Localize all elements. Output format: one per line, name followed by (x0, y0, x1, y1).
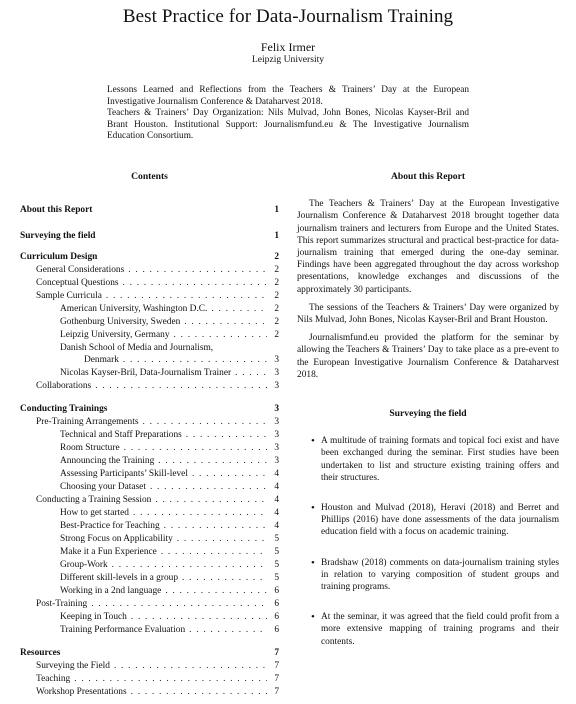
toc-entry[interactable] (60, 560, 279, 570)
toc-page-number: 2 (274, 291, 279, 301)
toc-entry[interactable] (60, 456, 279, 466)
toc-entry[interactable] (60, 521, 279, 531)
toc-entry-title: How to get started (60, 508, 129, 518)
toc-entry[interactable] (60, 343, 279, 353)
toc-leader-dots (185, 625, 267, 635)
bullet-icon: • (311, 556, 315, 569)
toc-entry-title: Post-Training (36, 599, 88, 609)
toc-leader-dots (91, 381, 267, 391)
toc-leader-dots (139, 417, 267, 427)
toc-section-entry[interactable] (20, 648, 279, 658)
toc-leader-dots (70, 674, 267, 684)
toc-entry-title: American University, Washington D.C. (60, 304, 208, 314)
toc-entry[interactable] (60, 469, 279, 479)
toc-entry-title: Leipzig University, Germany (60, 330, 170, 340)
toc-page-number: 3 (274, 404, 279, 414)
section-heading-survey: Surveying the field (389, 408, 467, 420)
toc-section-entry[interactable] (20, 252, 279, 262)
bullet-icon: • (311, 435, 315, 448)
bullet-icon: • (311, 502, 315, 515)
list-item (297, 435, 559, 484)
toc-leader-dots (161, 586, 267, 596)
toc-entry-title: Gothenburg University, Sweden (60, 317, 181, 327)
toc-leader-dots (231, 368, 267, 378)
toc-page-number: 2 (274, 278, 279, 288)
toc-entry-title: Nicolas Kayser-Bril, Data-Journalism Trainer (60, 368, 232, 378)
toc-page-number: 7 (274, 661, 279, 671)
toc-page-number: 3 (274, 417, 279, 427)
toc-entry[interactable] (60, 482, 279, 492)
toc-page-number: 3 (274, 430, 279, 440)
toc-entry-title: Choosing your Dataset (60, 482, 146, 492)
toc-leader-dots (127, 612, 267, 622)
toc-entry[interactable] (36, 599, 279, 609)
toc-page-number: 3 (274, 368, 279, 378)
toc-entry[interactable] (60, 612, 279, 622)
toc-leader-dots (110, 661, 267, 671)
toc-page-number: 5 (274, 534, 279, 544)
toc-entry-title: Group-Work (60, 560, 108, 570)
toc-entry-title: Assessing Participants’ Skill-level (60, 469, 188, 479)
toc-entry[interactable] (60, 547, 279, 557)
abstract (107, 85, 469, 143)
bullet-text: At the seminar, it was agreed that the field could profit from a more extensive mapping of training programs and their contents. (321, 612, 559, 647)
toc-page-number: 6 (274, 586, 279, 596)
toc-page-number: 4 (274, 521, 279, 531)
toc-entry[interactable] (60, 330, 279, 340)
toc-entry-title: Surveying the Field (36, 661, 110, 671)
toc-entry[interactable] (60, 573, 279, 583)
toc-page-number: 7 (274, 648, 279, 658)
toc-page-number: 5 (274, 573, 279, 583)
toc-entry-title: Collaborations (36, 381, 92, 391)
toc-leader-dots (188, 469, 267, 479)
toc-leader-dots (160, 521, 267, 531)
toc-entry-title: Working in a 2nd language (60, 586, 162, 596)
toc-entry[interactable] (36, 661, 279, 671)
toc-leader-dots (127, 687, 267, 697)
paper-title: Best Practice for Data-Journalism Training (122, 6, 454, 27)
toc-entry[interactable] (36, 291, 279, 301)
toc-entry-title: Workshop Presentations (36, 687, 127, 697)
toc-entry-title: Denmark (84, 355, 119, 365)
list-item (297, 557, 559, 594)
toc-entry[interactable] (36, 265, 279, 275)
toc-leader-dots (151, 495, 267, 505)
toc-entry[interactable] (60, 443, 279, 453)
toc-page-number: 6 (274, 599, 279, 609)
toc-entry-title: General Considerations (36, 265, 125, 275)
toc-entry[interactable] (60, 508, 279, 518)
toc-entry-title: Announcing the Training (60, 456, 155, 466)
toc-entry[interactable] (60, 430, 279, 440)
toc-page-number: 1 (274, 231, 279, 241)
toc-entry-title: Keeping in Touch (60, 612, 127, 622)
toc-page-number: 5 (274, 560, 279, 570)
toc-entry[interactable] (36, 495, 279, 505)
contents-heading: Contents (131, 171, 168, 182)
toc-section-entry[interactable] (20, 404, 279, 414)
toc-entry[interactable] (60, 586, 279, 596)
toc-entry-title: Conceptual Questions (36, 278, 119, 288)
toc-entry-title: Surveying the field (20, 231, 96, 241)
toc-entry-title: Conducting a Training Session (36, 495, 152, 505)
toc-leader-dots (207, 304, 267, 314)
toc-leader-dots (87, 599, 267, 609)
toc-page-number: 3 (274, 355, 279, 365)
toc-entry-title: About this Report (20, 205, 93, 215)
toc-entry-title: Different skill-levels in a group (60, 573, 179, 583)
list-item (297, 611, 559, 648)
survey-bullet-list (297, 435, 559, 648)
toc-leader-dots (173, 534, 267, 544)
toc-page-number: 7 (274, 674, 279, 684)
toc-entry-title: Technical and Staff Preparations (60, 430, 182, 440)
body-paragraph: Journalismfund.eu provided the platform for the seminar by allowing the Teachers & Trainers’ Day to take place as a pre-event to the European Investigative Journalism Conference & Dataharvest 2018. (297, 333, 559, 380)
toc-leader-dots (146, 482, 267, 492)
toc-entry[interactable] (60, 625, 279, 635)
toc-entry-title: Best-Practice for Teaching (60, 521, 160, 531)
toc-leader-dots (129, 508, 267, 518)
toc-leader-dots (157, 547, 267, 557)
toc-entry[interactable] (60, 304, 279, 314)
right-column (297, 171, 559, 648)
body-paragraph: The sessions of the Teachers & Trainers’ Day were organized by Nils Mulvad, John Bones, Nicolas Kayser-Bril and Brant Houston. (297, 302, 559, 326)
toc-leader-dots (178, 573, 267, 583)
toc-entry[interactable] (60, 317, 279, 327)
toc-page-number: 2 (274, 317, 279, 327)
toc-entry-title: Conducting Trainings (20, 404, 108, 414)
bullet-text: A multitude of training formats and topical foci exist and have been exchanged during the seminar. First studies have been undertaken to list and structure existing training offers and their structures. (321, 436, 559, 483)
toc-page-number: 4 (274, 495, 279, 505)
toc-entry-title: Danish School of Media and Journalism, (60, 343, 214, 353)
toc-page-number: 3 (274, 443, 279, 453)
bullet-text: Bradshaw (2018) comments on data-journalism training styles in relation to varying composition of student groups and training programs. (321, 557, 559, 593)
toc-entry-title: Curriculum Design (20, 252, 98, 262)
toc-page-number: 3 (274, 456, 279, 466)
toc-entry-title: Sample Curricula (36, 291, 102, 301)
toc-entry[interactable] (36, 381, 279, 391)
toc-entry-title: Pre-Training Arrangements (36, 417, 139, 427)
toc-entry[interactable] (60, 534, 279, 544)
toc-leader-dots (154, 456, 267, 466)
toc-entry[interactable] (36, 417, 279, 427)
toc-leader-dots (102, 291, 267, 301)
toc-page-number: 1 (274, 205, 279, 215)
section-heading-about: About this Report (390, 171, 466, 182)
toc-leader-dots (119, 278, 267, 288)
toc-page-number: 4 (274, 469, 279, 479)
list-item (297, 502, 559, 539)
bullet-icon: • (311, 611, 315, 624)
toc-page-number: 2 (274, 330, 279, 340)
toc-leader-dots (108, 560, 267, 570)
toc-page-number: 7 (274, 687, 279, 697)
toc-entry[interactable] (36, 278, 279, 288)
toc-entry-title: Strong Focus on Applicability (60, 534, 173, 544)
toc-entry-title: Make it a Fun Experience (60, 547, 157, 557)
toc-page-number: 2 (274, 265, 279, 275)
toc-leader-dots (180, 317, 267, 327)
toc-page-number: 6 (274, 612, 279, 622)
toc-leader-dots (124, 265, 267, 275)
toc-entry[interactable] (84, 355, 279, 365)
author-name: Felix Irmer (260, 40, 316, 54)
toc-page-number: 4 (274, 508, 279, 518)
toc-leader-dots (170, 330, 267, 340)
toc-leader-dots (182, 430, 267, 440)
toc-page-number: 4 (274, 482, 279, 492)
toc-page-number: 5 (274, 547, 279, 557)
body-paragraph: The Teachers & Trainers’ Day at the European Investigative Journalism Conference & Dataharvest 2018 brought together data journalism trainers and lecturers from Europe and the United States. This report summarizes structural and practical best-practice for data-journalism training that emerged during the one-day seminar. Findings have been aggregated throughout the day across workshop presentations, knowledge exchanges and discussions of the approximately 30 participants. (297, 199, 559, 295)
abstract-paragraph: Lessons Learned and Reflections from the Teachers & Trainers’ Day at the European Investigative Journalism Conference & Dataharvest 2018. (107, 85, 469, 107)
table-of-contents (20, 171, 279, 697)
toc-section-entry[interactable] (20, 205, 279, 215)
toc-page-number: 6 (274, 625, 279, 635)
toc-entry-title: Resources (20, 648, 61, 658)
toc-page-number: 3 (274, 381, 279, 391)
affiliation: Leipzig University (251, 54, 325, 65)
toc-entry-title: Teaching (36, 674, 71, 684)
abstract-paragraph: Teachers & Trainers’ Day Organization: Nils Mulvad, John Bones, Nicolas Kayser-Bril and Brant Houston. Institutional Support: Journalismfund.eu & The Investigative Journalism Education Consortium. (107, 108, 469, 142)
toc-page-number: 2 (274, 252, 279, 262)
toc-page-number: 2 (274, 304, 279, 314)
toc-section-entry[interactable] (20, 231, 279, 241)
bullet-text: Houston and Mulvad (2018), Heravi (2018) and Berret and Phillips (2016) have done assessments of the data journalism education field with a focus on academic training. (321, 503, 559, 538)
toc-entry-title: Training Performance Evaluation (60, 625, 186, 635)
toc-leader-dots (120, 443, 267, 453)
toc-entry-title: Room Structure (60, 443, 120, 453)
toc-entry[interactable] (36, 687, 279, 697)
toc-entry[interactable] (36, 674, 279, 684)
toc-entry[interactable] (60, 368, 279, 378)
toc-leader-dots (119, 355, 267, 365)
